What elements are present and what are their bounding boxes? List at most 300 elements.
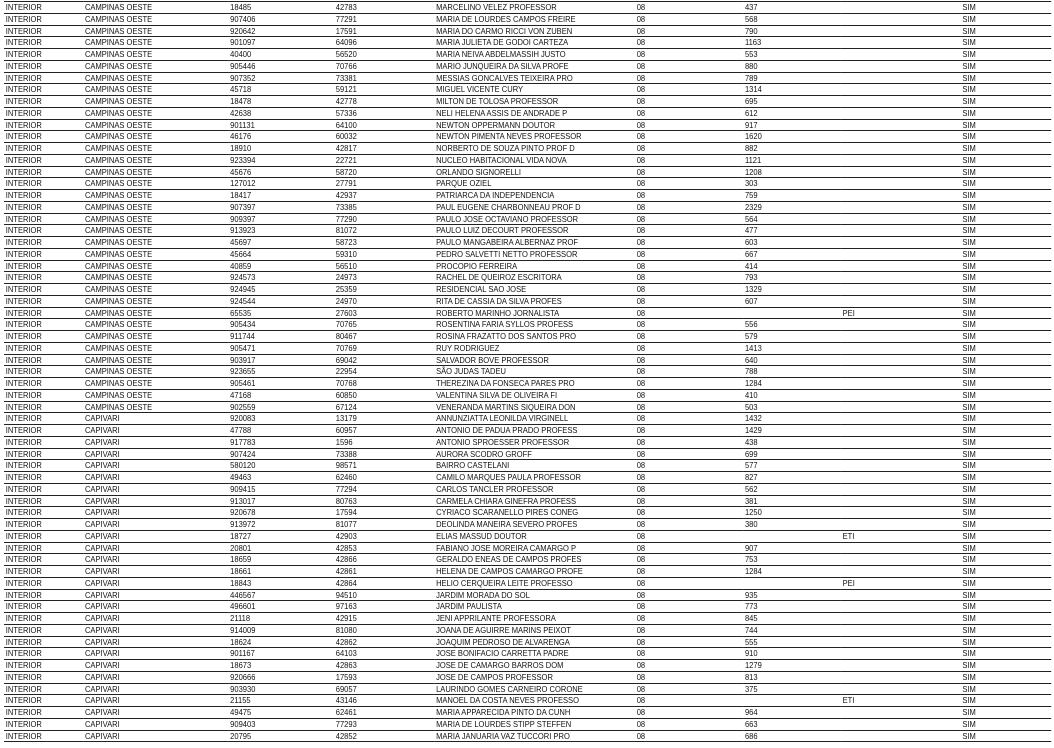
cell-school-code: 77294 xyxy=(334,483,434,495)
cell-region: INTERIOR xyxy=(4,624,83,636)
cell-school-name: MARIA JULIETA DE GODOI CARTEZA xyxy=(434,37,635,49)
cell-students: 555 xyxy=(743,636,841,648)
cell-program xyxy=(841,72,961,84)
cell-directorate: CAPIVARI xyxy=(83,542,228,554)
cell-school-name: LAURINDO GOMES CARNEIRO CORONE xyxy=(434,683,635,695)
cell-students xyxy=(743,695,841,707)
cell-grade: 08 xyxy=(635,178,743,190)
cell-students: 813 xyxy=(743,671,841,683)
cell-directorate: CAPIVARI xyxy=(83,472,228,484)
cell-region: INTERIOR xyxy=(4,542,83,554)
cell-school-code: 70768 xyxy=(334,378,434,390)
cell-grade: 08 xyxy=(635,519,743,531)
cell-school-name: PAULO JOSE OCTAVIANO PROFESSOR xyxy=(434,213,635,225)
cell-students: 564 xyxy=(743,213,841,225)
table-row xyxy=(4,507,1051,519)
cell-grade: 08 xyxy=(635,389,743,401)
cell-school-name: JOANA DE AGUIRRE MARINS PEIXOT xyxy=(434,624,635,636)
cell-region: INTERIOR xyxy=(4,237,83,249)
cell-students: 882 xyxy=(743,143,841,155)
cell-region: INTERIOR xyxy=(4,96,83,108)
cell-directorate: CAMPINAS OESTE xyxy=(83,331,228,343)
cell-school-name: PATRIARCA DA INDEPENDENCIA xyxy=(434,190,635,202)
cell-directorate: CAPIVARI xyxy=(83,460,228,472)
cell-region: INTERIOR xyxy=(4,295,83,307)
cell-school-code: 17593 xyxy=(334,671,434,683)
cell-school-name: PEDRO SALVETTI NETTO PROFESSOR xyxy=(434,248,635,260)
cell-school-name: CARLOS TANCLER PROFESSOR xyxy=(434,483,635,495)
cell-school-name: MILTON DE TOLOSA PROFESSOR xyxy=(434,96,635,108)
cell-school-code: 58723 xyxy=(334,237,434,249)
cell-cie-code: 18673 xyxy=(228,660,334,672)
cell-flag: SIM xyxy=(961,201,1052,213)
cell-students: 414 xyxy=(743,260,841,272)
table-row xyxy=(4,648,1051,660)
cell-cie-code: 924544 xyxy=(228,295,334,307)
cell-grade: 08 xyxy=(635,284,743,296)
cell-students: 1432 xyxy=(743,413,841,425)
table-row xyxy=(4,366,1051,378)
cell-school-name: PAULO MANGABEIRA ALBERNAZ PROF xyxy=(434,237,635,249)
cell-cie-code: 924945 xyxy=(228,284,334,296)
cell-region: INTERIOR xyxy=(4,37,83,49)
cell-grade: 08 xyxy=(635,401,743,413)
cell-cie-code: 446567 xyxy=(228,589,334,601)
table-row xyxy=(4,542,1051,554)
cell-grade: 08 xyxy=(635,166,743,178)
cell-program xyxy=(841,589,961,601)
cell-grade: 08 xyxy=(635,436,743,448)
cell-program: PEI xyxy=(841,307,961,319)
cell-students: 1121 xyxy=(743,154,841,166)
cell-program xyxy=(841,448,961,460)
cell-directorate: CAPIVARI xyxy=(83,683,228,695)
table-row xyxy=(4,460,1051,472)
cell-flag: SIM xyxy=(961,37,1052,49)
cell-region: INTERIOR xyxy=(4,307,83,319)
cell-cie-code: 901167 xyxy=(228,648,334,660)
table-row xyxy=(4,225,1051,237)
cell-school-code: 13179 xyxy=(334,413,434,425)
cell-students: 410 xyxy=(743,389,841,401)
cell-grade: 08 xyxy=(635,119,743,131)
cell-flag: SIM xyxy=(961,436,1052,448)
cell-cie-code: 905471 xyxy=(228,342,334,354)
cell-cie-code: 909415 xyxy=(228,483,334,495)
table-row xyxy=(4,566,1051,578)
cell-flag: SIM xyxy=(961,284,1052,296)
cell-flag: SIM xyxy=(961,401,1052,413)
cell-cie-code: 905461 xyxy=(228,378,334,390)
cell-students: 2329 xyxy=(743,201,841,213)
cell-flag: SIM xyxy=(961,166,1052,178)
cell-directorate: CAMPINAS OESTE xyxy=(83,131,228,143)
cell-program xyxy=(841,566,961,578)
cell-directorate: CAPIVARI xyxy=(83,613,228,625)
cell-flag: SIM xyxy=(961,695,1052,707)
cell-program xyxy=(841,96,961,108)
cell-school-name: MIGUEL VICENTE CURY xyxy=(434,84,635,96)
cell-grade: 08 xyxy=(635,354,743,366)
table-row xyxy=(4,671,1051,683)
cell-program xyxy=(841,483,961,495)
cell-students: 568 xyxy=(743,13,841,25)
table-row xyxy=(4,613,1051,625)
cell-school-name: THEREZINA DA FONSECA PARES PRO xyxy=(434,378,635,390)
cell-grade: 08 xyxy=(635,225,743,237)
cell-grade: 08 xyxy=(635,460,743,472)
cell-students: 699 xyxy=(743,448,841,460)
table-row xyxy=(4,601,1051,613)
cell-school-code: 17591 xyxy=(334,25,434,37)
cell-cie-code: 45697 xyxy=(228,237,334,249)
cell-cie-code: 127012 xyxy=(228,178,334,190)
cell-directorate: CAMPINAS OESTE xyxy=(83,201,228,213)
cell-school-code: 81080 xyxy=(334,624,434,636)
cell-school-code: 77293 xyxy=(334,718,434,730)
table-row xyxy=(4,354,1051,366)
table-row xyxy=(4,448,1051,460)
cell-program xyxy=(841,354,961,366)
cell-school-code: 77291 xyxy=(334,13,434,25)
cell-students: 759 xyxy=(743,190,841,202)
cell-cie-code: 914009 xyxy=(228,624,334,636)
cell-directorate: CAPIVARI xyxy=(83,507,228,519)
cell-cie-code: 920678 xyxy=(228,507,334,519)
cell-grade: 08 xyxy=(635,37,743,49)
cell-program xyxy=(841,436,961,448)
cell-region: INTERIOR xyxy=(4,225,83,237)
cell-students: 790 xyxy=(743,25,841,37)
cell-school-name: GERALDO ENEAS DE CAMPOS PROFES xyxy=(434,554,635,566)
cell-directorate: CAPIVARI xyxy=(83,648,228,660)
cell-cie-code: 917783 xyxy=(228,436,334,448)
cell-school-name: CYRIACO SCARANELLO PIRES CONEG xyxy=(434,507,635,519)
cell-grade: 08 xyxy=(635,72,743,84)
cell-region: INTERIOR xyxy=(4,72,83,84)
cell-program xyxy=(841,331,961,343)
cell-school-code: 62461 xyxy=(334,707,434,719)
cell-students: 686 xyxy=(743,730,841,742)
cell-school-code: 60032 xyxy=(334,131,434,143)
table-row xyxy=(4,436,1051,448)
cell-cie-code: 923655 xyxy=(228,366,334,378)
cell-school-code: 80467 xyxy=(334,331,434,343)
cell-program xyxy=(841,378,961,390)
cell-region: INTERIOR xyxy=(4,166,83,178)
cell-school-code: 94510 xyxy=(334,589,434,601)
cell-flag: SIM xyxy=(961,460,1052,472)
cell-flag: SIM xyxy=(961,636,1052,648)
cell-grade: 08 xyxy=(635,190,743,202)
cell-grade: 08 xyxy=(635,671,743,683)
cell-cie-code: 65535 xyxy=(228,307,334,319)
cell-region: INTERIOR xyxy=(4,378,83,390)
cell-students: 1208 xyxy=(743,166,841,178)
cell-region: INTERIOR xyxy=(4,60,83,72)
cell-region: INTERIOR xyxy=(4,718,83,730)
cell-school-code: 62460 xyxy=(334,472,434,484)
table-row xyxy=(4,660,1051,672)
table-row xyxy=(4,695,1051,707)
cell-cie-code: 40400 xyxy=(228,49,334,61)
cell-students: 375 xyxy=(743,683,841,695)
cell-flag: SIM xyxy=(961,213,1052,225)
cell-program xyxy=(841,648,961,660)
cell-directorate: CAMPINAS OESTE xyxy=(83,213,228,225)
cell-region: INTERIOR xyxy=(4,260,83,272)
cell-cie-code: 907424 xyxy=(228,448,334,460)
cell-program xyxy=(841,272,961,284)
cell-region: INTERIOR xyxy=(4,25,83,37)
cell-region: INTERIOR xyxy=(4,730,83,742)
cell-region: INTERIOR xyxy=(4,601,83,613)
cell-cie-code: 45664 xyxy=(228,248,334,260)
cell-region: INTERIOR xyxy=(4,613,83,625)
cell-region: INTERIOR xyxy=(4,554,83,566)
cell-flag: SIM xyxy=(961,154,1052,166)
table-row xyxy=(4,190,1051,202)
table-row xyxy=(4,201,1051,213)
table-row xyxy=(4,131,1051,143)
cell-region: INTERIOR xyxy=(4,413,83,425)
cell-grade: 08 xyxy=(635,13,743,25)
cell-school-name: PARQUE OZIEL xyxy=(434,178,635,190)
cell-students: 612 xyxy=(743,107,841,119)
cell-flag: SIM xyxy=(961,2,1052,14)
cell-cie-code: 920666 xyxy=(228,671,334,683)
table-row xyxy=(4,589,1051,601)
cell-grade: 08 xyxy=(635,378,743,390)
cell-students: 1620 xyxy=(743,131,841,143)
cell-grade: 08 xyxy=(635,143,743,155)
cell-region: INTERIOR xyxy=(4,448,83,460)
cell-flag: SIM xyxy=(961,589,1052,601)
cell-students xyxy=(743,307,841,319)
cell-grade: 08 xyxy=(635,319,743,331)
cell-school-code: 42862 xyxy=(334,636,434,648)
table-row xyxy=(4,260,1051,272)
cell-region: INTERIOR xyxy=(4,530,83,542)
cell-grade: 08 xyxy=(635,84,743,96)
cell-school-code: 60850 xyxy=(334,389,434,401)
cell-program xyxy=(841,542,961,554)
cell-directorate: CAPIVARI xyxy=(83,577,228,589)
cell-grade: 08 xyxy=(635,683,743,695)
cell-school-code: 24973 xyxy=(334,272,434,284)
cell-students: 579 xyxy=(743,331,841,343)
cell-school-name: NEWTON OPPERMANN DOUTOR xyxy=(434,119,635,131)
cell-cie-code: 580120 xyxy=(228,460,334,472)
cell-students: 1279 xyxy=(743,660,841,672)
cell-cie-code: 18417 xyxy=(228,190,334,202)
cell-students: 503 xyxy=(743,401,841,413)
cell-grade: 08 xyxy=(635,648,743,660)
cell-grade: 08 xyxy=(635,507,743,519)
cell-school-name: CAMILO MARQUES PAULA PROFESSOR xyxy=(434,472,635,484)
cell-program xyxy=(841,718,961,730)
cell-directorate: CAPIVARI xyxy=(83,660,228,672)
cell-program xyxy=(841,671,961,683)
table-row xyxy=(4,389,1051,401)
cell-region: INTERIOR xyxy=(4,119,83,131)
cell-school-code: 64103 xyxy=(334,648,434,660)
cell-school-code: 98571 xyxy=(334,460,434,472)
cell-school-code: 56520 xyxy=(334,49,434,61)
cell-school-name: HELENA DE CAMPOS CAMARGO PROFE xyxy=(434,566,635,578)
cell-cie-code: 47788 xyxy=(228,425,334,437)
cell-program xyxy=(841,683,961,695)
cell-program xyxy=(841,495,961,507)
cell-school-code: 60957 xyxy=(334,425,434,437)
table-row xyxy=(4,730,1051,742)
cell-program xyxy=(841,707,961,719)
cell-school-name: PROCOPIO FERREIRA xyxy=(434,260,635,272)
cell-cie-code: 18659 xyxy=(228,554,334,566)
cell-school-code: 42852 xyxy=(334,730,434,742)
cell-students: 556 xyxy=(743,319,841,331)
table-row xyxy=(4,154,1051,166)
cell-grade: 08 xyxy=(635,237,743,249)
cell-region: INTERIOR xyxy=(4,436,83,448)
cell-students: 753 xyxy=(743,554,841,566)
cell-region: INTERIOR xyxy=(4,566,83,578)
cell-region: INTERIOR xyxy=(4,319,83,331)
cell-program xyxy=(841,636,961,648)
cell-grade: 08 xyxy=(635,25,743,37)
cell-cie-code: 913017 xyxy=(228,495,334,507)
cell-school-name: MANOEL DA COSTA NEVES PROFESSO xyxy=(434,695,635,707)
cell-cie-code: 907406 xyxy=(228,13,334,25)
cell-directorate: CAMPINAS OESTE xyxy=(83,389,228,401)
cell-students: 793 xyxy=(743,272,841,284)
cell-school-name: RESIDENCIAL SAO JOSE xyxy=(434,284,635,296)
cell-region: INTERIOR xyxy=(4,107,83,119)
cell-school-name: PAUL EUGENE CHARBONNEAU PROF D xyxy=(434,201,635,213)
cell-school-code: 42937 xyxy=(334,190,434,202)
cell-students: 880 xyxy=(743,60,841,72)
cell-flag: SIM xyxy=(961,519,1052,531)
table-row xyxy=(4,319,1051,331)
cell-flag: SIM xyxy=(961,143,1052,155)
cell-program xyxy=(841,460,961,472)
cell-grade: 08 xyxy=(635,613,743,625)
cell-directorate: CAPIVARI xyxy=(83,530,228,542)
cell-program xyxy=(841,225,961,237)
cell-school-code: 42778 xyxy=(334,96,434,108)
table-row xyxy=(4,342,1051,354)
cell-students: 788 xyxy=(743,366,841,378)
cell-program xyxy=(841,601,961,613)
cell-grade: 08 xyxy=(635,49,743,61)
table-row xyxy=(4,143,1051,155)
cell-directorate: CAMPINAS OESTE xyxy=(83,401,228,413)
cell-school-code: 42783 xyxy=(334,2,434,14)
cell-directorate: CAPIVARI xyxy=(83,483,228,495)
cell-flag: SIM xyxy=(961,319,1052,331)
cell-school-name: SALVADOR BOVE PROFESSOR xyxy=(434,354,635,366)
cell-region: INTERIOR xyxy=(4,84,83,96)
cell-flag: SIM xyxy=(961,671,1052,683)
cell-school-code: 69042 xyxy=(334,354,434,366)
cell-cie-code: 920083 xyxy=(228,413,334,425)
cell-school-name: NORBERTO DE SOUZA PINTO PROF D xyxy=(434,143,635,155)
cell-program xyxy=(841,119,961,131)
cell-school-code: 42864 xyxy=(334,577,434,589)
cell-cie-code: 45718 xyxy=(228,84,334,96)
cell-school-code: 59310 xyxy=(334,248,434,260)
cell-students: 910 xyxy=(743,648,841,660)
cell-directorate: CAMPINAS OESTE xyxy=(83,248,228,260)
cell-students: 438 xyxy=(743,436,841,448)
cell-school-name: NELI HELENA ASSIS DE ANDRADE P xyxy=(434,107,635,119)
cell-school-code: 27603 xyxy=(334,307,434,319)
cell-school-code: 42903 xyxy=(334,530,434,542)
cell-school-code: 81072 xyxy=(334,225,434,237)
cell-school-name: MARIA JANUARIA VAZ TUCCORI PRO xyxy=(434,730,635,742)
cell-directorate: CAMPINAS OESTE xyxy=(83,295,228,307)
cell-cie-code: 923394 xyxy=(228,154,334,166)
cell-school-name: DEOLINDA MANEIRA SEVERO PROFES xyxy=(434,519,635,531)
cell-directorate: CAPIVARI xyxy=(83,671,228,683)
cell-region: INTERIOR xyxy=(4,248,83,260)
cell-flag: SIM xyxy=(961,448,1052,460)
table-row xyxy=(4,119,1051,131)
table-row xyxy=(4,530,1051,542)
cell-directorate: CAMPINAS OESTE xyxy=(83,154,228,166)
cell-flag: SIM xyxy=(961,119,1052,131)
cell-program xyxy=(841,613,961,625)
cell-program xyxy=(841,143,961,155)
cell-school-name: NUCLEO HABITACIONAL VIDA NOVA xyxy=(434,154,635,166)
cell-school-code: 67124 xyxy=(334,401,434,413)
cell-program xyxy=(841,507,961,519)
cell-school-name: RACHEL DE QUEIROZ ESCRITORA xyxy=(434,272,635,284)
cell-school-code: 64100 xyxy=(334,119,434,131)
cell-directorate: CAMPINAS OESTE xyxy=(83,307,228,319)
cell-directorate: CAPIVARI xyxy=(83,601,228,613)
cell-flag: SIM xyxy=(961,25,1052,37)
cell-directorate: CAMPINAS OESTE xyxy=(83,25,228,37)
cell-directorate: CAMPINAS OESTE xyxy=(83,119,228,131)
cell-region: INTERIOR xyxy=(4,389,83,401)
cell-flag: SIM xyxy=(961,483,1052,495)
cell-school-code: 1596 xyxy=(334,436,434,448)
cell-school-name: MARCELINO VELEZ PROFESSOR xyxy=(434,2,635,14)
cell-grade: 08 xyxy=(635,542,743,554)
cell-grade: 08 xyxy=(635,601,743,613)
cell-flag: SIM xyxy=(961,413,1052,425)
table-row xyxy=(4,718,1051,730)
cell-students: 1284 xyxy=(743,378,841,390)
cell-students: 773 xyxy=(743,601,841,613)
cell-cie-code: 40859 xyxy=(228,260,334,272)
cell-directorate: CAMPINAS OESTE xyxy=(83,272,228,284)
cell-directorate: CAMPINAS OESTE xyxy=(83,107,228,119)
cell-school-name: MARIA NEIVA ABDELMASSIH JUSTO xyxy=(434,49,635,61)
cell-directorate: CAPIVARI xyxy=(83,519,228,531)
cell-school-code: 42915 xyxy=(334,613,434,625)
cell-program xyxy=(841,37,961,49)
cell-students: 553 xyxy=(743,49,841,61)
cell-flag: SIM xyxy=(961,295,1052,307)
cell-students xyxy=(743,577,841,589)
cell-flag: SIM xyxy=(961,13,1052,25)
cell-program: ETI xyxy=(841,695,961,707)
cell-students: 1250 xyxy=(743,507,841,519)
cell-students: 640 xyxy=(743,354,841,366)
cell-directorate: CAMPINAS OESTE xyxy=(83,178,228,190)
